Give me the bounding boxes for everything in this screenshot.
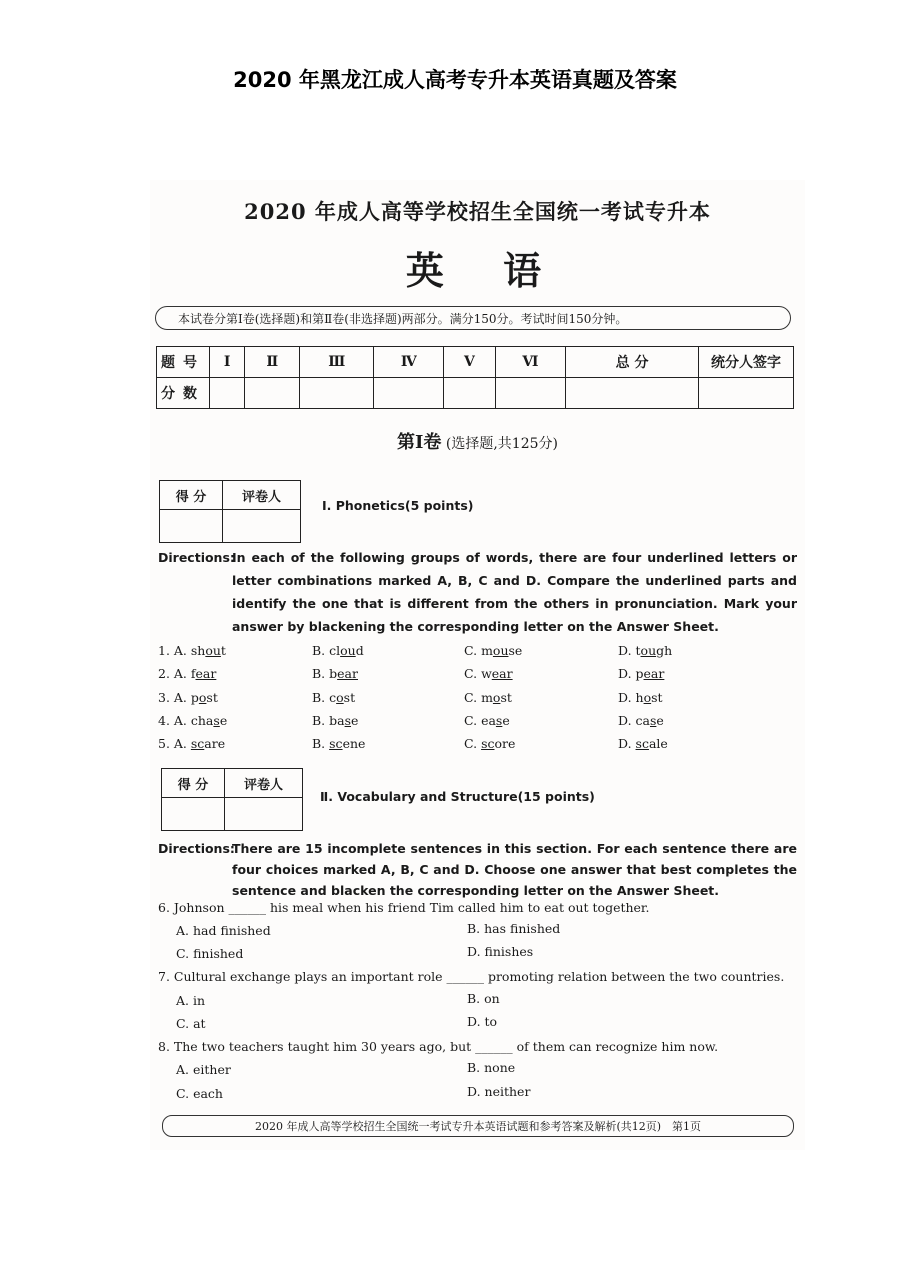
directions-text: There are 15 incomplete sentences in this section. For each sentence there are four choices marked A, B, C and D. Choose one answer that best completes the sentence and blacken the corresponding letter on the Answer Sheet. <box>232 841 797 898</box>
grader-score-cell <box>160 510 223 543</box>
score-cell <box>300 378 374 409</box>
question-7-option-c: C. at <box>176 1016 206 1031</box>
section-2-title: Ⅱ. Vocabulary and Structure(15 points) <box>320 789 595 804</box>
grader-reviewer-cell <box>225 798 303 831</box>
grader-box-2 <box>161 768 303 831</box>
phonetics-q3-option-a: 3. A. post <box>158 690 218 705</box>
phonetics-q3-option-b: B. cost <box>312 690 356 705</box>
underlined-letters: sc <box>635 736 649 751</box>
directions-text: In each of the following groups of words, there are four underlined letters or letter combinations marked A, B, C and D. Compare the underlined parts and identify the one that is different from the others in pronunciation. Mark your answer by blackening the corresponding letter on the Answer Sheet. <box>232 550 797 634</box>
phonetics-q4-option-c: C. ease <box>464 713 510 728</box>
underlined-letters: ou <box>340 643 356 658</box>
underlined-letters: ou <box>640 643 657 658</box>
score-table-row-label: 分数 <box>157 378 210 409</box>
underlined-letters: s <box>344 713 352 728</box>
score-cell <box>210 378 245 409</box>
question-8-stem: 8. The two teachers taught him 30 years ago, but ______ of them can recognize him now. <box>158 1039 719 1054</box>
grader-reviewer-cell <box>223 510 301 543</box>
subject-title: 英 语 <box>405 248 550 293</box>
question-8-option-c: C. each <box>176 1086 223 1101</box>
score-table-value-row <box>157 378 794 409</box>
underlined-letters: s <box>649 713 657 728</box>
section-2-directions <box>158 838 798 908</box>
score-cell <box>245 378 300 409</box>
score-col-1: Ⅰ <box>210 347 245 378</box>
question-6-option-c: C. finished <box>176 946 244 961</box>
phonetics-q5-option-c: C. score <box>464 736 516 751</box>
section-1-directions <box>158 546 798 641</box>
phonetics-q2-option-b: B. bear <box>312 666 358 681</box>
question-6-option-a: A. had finished <box>176 923 271 938</box>
question-7-option-b: B. on <box>467 991 500 1006</box>
grader-score-cell <box>162 798 225 831</box>
section-1-title: Ⅰ. Phonetics(5 points) <box>322 498 474 513</box>
phonetics-q2-option-c: C. wear <box>464 666 513 681</box>
phonetics-q3-option-d: D. host <box>618 690 663 705</box>
underlined-letters: o <box>492 690 501 705</box>
score-col-5: Ⅴ <box>444 347 495 378</box>
phonetics-q3-option-c: C. most <box>464 690 512 705</box>
phonetics-q5-option-a: 5. A. scare <box>158 736 226 751</box>
underlined-letters: o <box>198 690 207 705</box>
underlined-letters: sc <box>329 736 343 751</box>
underlined-letters: ou <box>205 643 221 658</box>
score-table-row-label: 题号 <box>157 347 210 378</box>
phonetics-q5-option-b: B. scene <box>312 736 366 751</box>
score-col-6: Ⅵ <box>495 347 566 378</box>
question-6-option-d: D. finishes <box>467 944 534 959</box>
score-col-signature: 统分人签字 <box>699 347 794 378</box>
volume-title: 第Ⅰ卷 <box>397 432 442 453</box>
phonetics-q1-option-d: D. tough <box>618 643 673 658</box>
score-cell <box>444 378 495 409</box>
phonetics-q4-option-b: B. base <box>312 713 359 728</box>
underlined-letters: ou <box>492 643 509 658</box>
document-title: 2020 年黑龙江成人高考专升本英语真题及答案 <box>233 68 677 92</box>
phonetics-q4-option-d: D. case <box>618 713 664 728</box>
page-footer: 2020 年成人高等学校招生全国统一考试专升本英语试题和参考答案及解析(共12页) 第1页 <box>162 1115 794 1137</box>
underlined-letters: o <box>643 690 652 705</box>
exam-notice: 本试卷分第Ⅰ卷(选择题)和第Ⅱ卷(非选择题)两部分。满分150分。考试时间150分钟。 <box>155 306 791 330</box>
score-col-4: Ⅳ <box>374 347 444 378</box>
underlined-letters: o <box>336 690 344 705</box>
question-6-stem: 6. Johnson ______ his meal when his friend Tim called him to eat out together. <box>158 900 650 915</box>
question-7-option-a: A. in <box>176 993 206 1008</box>
score-col-2: Ⅱ <box>245 347 300 378</box>
phonetics-q1-option-a: 1. A. shout <box>158 643 226 658</box>
score-col-total: 总 分 <box>566 347 699 378</box>
question-8-option-b: B. none <box>467 1060 516 1075</box>
directions-label: Directions: <box>158 841 235 856</box>
underlined-letters: ear <box>195 666 217 681</box>
underlined-letters: sc <box>481 736 495 751</box>
phonetics-q1-option-b: B. cloud <box>312 643 364 658</box>
score-table-header-row <box>157 347 794 378</box>
phonetics-questions <box>158 643 798 758</box>
question-7-option-d: D. to <box>467 1014 498 1029</box>
phonetics-q5-option-d: D. scale <box>618 736 668 751</box>
grader-score-label: 得 分 <box>162 769 225 798</box>
phonetics-q4-option-a: 4. A. chase <box>158 713 228 728</box>
score-col-3: Ⅲ <box>300 347 374 378</box>
question-6-option-b: B. has finished <box>467 921 561 936</box>
score-cell <box>495 378 566 409</box>
grader-box-1 <box>159 480 301 543</box>
score-cell <box>374 378 444 409</box>
score-cell <box>699 378 794 409</box>
question-8-option-a: A. either <box>176 1062 231 1077</box>
underlined-letters: ear <box>491 666 513 681</box>
score-table <box>156 346 794 409</box>
volume-subtitle: (选择题,共125分) <box>445 436 558 452</box>
phonetics-q1-option-c: C. mouse <box>464 643 523 658</box>
underlined-letters: ear <box>643 666 665 681</box>
score-cell <box>566 378 699 409</box>
underlined-letters: s <box>213 713 220 728</box>
phonetics-q2-option-a: 2. A. fear <box>158 666 217 681</box>
underlined-letters: sc <box>190 736 205 751</box>
underlined-letters: ear <box>337 666 358 681</box>
grader-reviewer-label: 评卷人 <box>223 481 301 510</box>
question-8-option-d: D. neither <box>467 1084 531 1099</box>
question-7-stem: 7. Cultural exchange plays an important role ______ promoting relation between the two countries. <box>158 969 785 984</box>
grader-reviewer-label: 评卷人 <box>225 769 303 798</box>
exam-title: 2020 年成人高等学校招生全国统一考试专升本 <box>244 199 711 224</box>
underlined-letters: s <box>495 713 503 728</box>
volume-heading <box>150 428 805 454</box>
phonetics-q2-option-d: D. pear <box>618 666 665 681</box>
directions-label: Directions: <box>158 550 235 565</box>
grader-score-label: 得 分 <box>160 481 223 510</box>
